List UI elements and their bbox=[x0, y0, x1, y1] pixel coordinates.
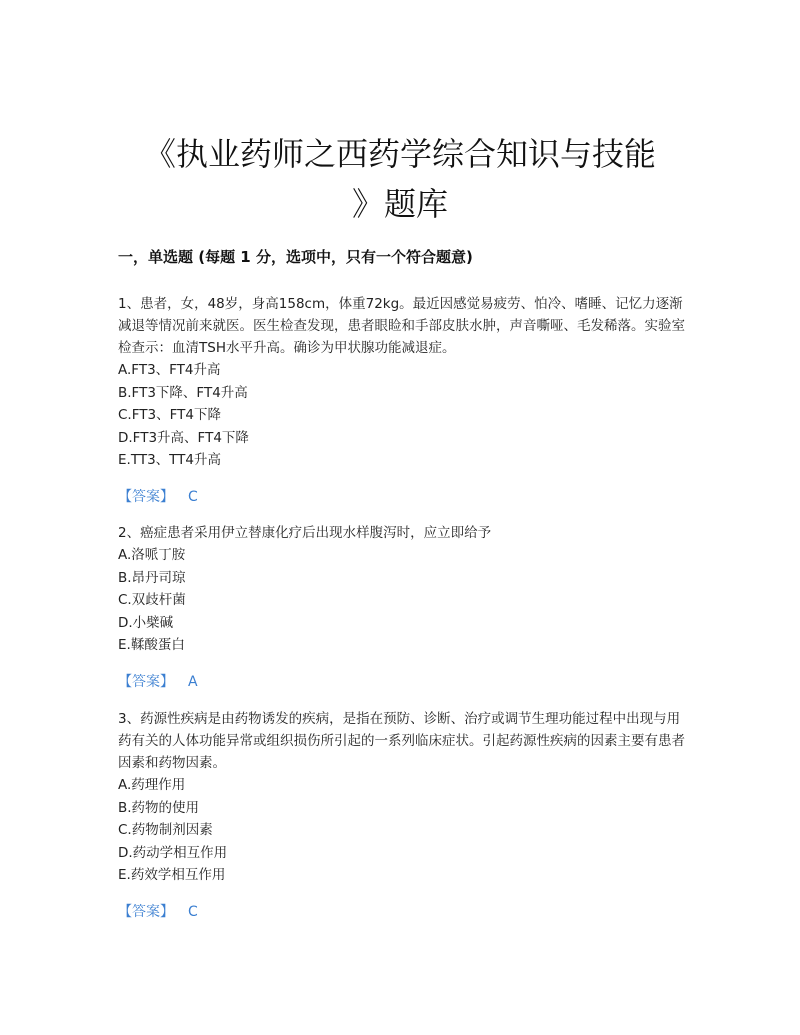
question-text: 1、患者，女，48岁，身高158cm，体重72kg。最近因感觉易疲劳、怕冷、嗜睡、记忆力逐渐减退等情况前来就医。医生检查发现，患者眼睑和手部皮肤水肿，声音嘶哑、毛发稀落。实验室检查示：血清TSH水平升高。确诊为甲状腺功能减退症。 bbox=[118, 296, 685, 356]
option-c: C.双歧杆菌 bbox=[118, 592, 186, 608]
option-list bbox=[118, 359, 688, 472]
option-list bbox=[118, 774, 688, 887]
answer-value: C bbox=[188, 903, 198, 920]
answer-label: 【答案】 bbox=[118, 673, 174, 690]
answer-label: 【答案】 bbox=[118, 903, 174, 920]
title-line-2: 》题库 bbox=[351, 185, 448, 224]
question-2 bbox=[118, 522, 688, 691]
option-d: D.小檗碱 bbox=[118, 614, 174, 631]
question-text: 3、药源性疾病是由药物诱发的疾病，是指在预防、诊断、治疗或调节生理功能过程中出现与用药有关的人体功能异常或组织损伤所引起的一系列临床症状。引起药源性疾病的因素主要有患者因素和药物因素。 bbox=[118, 711, 685, 771]
option-d: D.药动学相互作用 bbox=[118, 844, 228, 861]
option-d: D.FT3升高、FT4下降 bbox=[118, 429, 249, 446]
option-e: E.药效学相互作用 bbox=[118, 867, 226, 883]
option-b: B.药物的使用 bbox=[118, 799, 200, 816]
answer-value: A bbox=[188, 673, 198, 690]
answer-value: C bbox=[188, 488, 198, 505]
answer-row bbox=[118, 901, 688, 921]
option-list bbox=[118, 544, 688, 657]
option-c: C.FT3、FT4下降 bbox=[118, 407, 221, 423]
question-1 bbox=[118, 293, 688, 506]
question-3 bbox=[118, 708, 688, 921]
option-e: E.TT3、TT4升高 bbox=[118, 452, 222, 468]
answer-label: 【答案】 bbox=[118, 488, 174, 505]
section-heading: 一，单选题 (每题 1 分，选项中，只有一个符合题意) bbox=[118, 248, 473, 266]
option-a: A.FT3、FT4升高 bbox=[118, 362, 221, 378]
answer-row bbox=[118, 671, 688, 691]
option-a: A.药理作用 bbox=[118, 777, 186, 793]
title-line-1: 《执业药师之西药学综合知识与技能 bbox=[143, 135, 656, 174]
question-text: 2、癌症患者采用伊立替康化疗后出现水样腹泻时，应立即给予 bbox=[118, 525, 492, 541]
option-b: B.FT3下降、FT4升高 bbox=[118, 384, 248, 401]
answer-row bbox=[118, 486, 688, 506]
option-a: A.洛哌丁胺 bbox=[118, 547, 186, 563]
option-c: C.药物制剂因素 bbox=[118, 822, 213, 838]
document-title bbox=[100, 129, 700, 229]
option-b: B.昂丹司琼 bbox=[118, 569, 186, 586]
option-e: E.鞣酸蛋白 bbox=[118, 637, 185, 653]
